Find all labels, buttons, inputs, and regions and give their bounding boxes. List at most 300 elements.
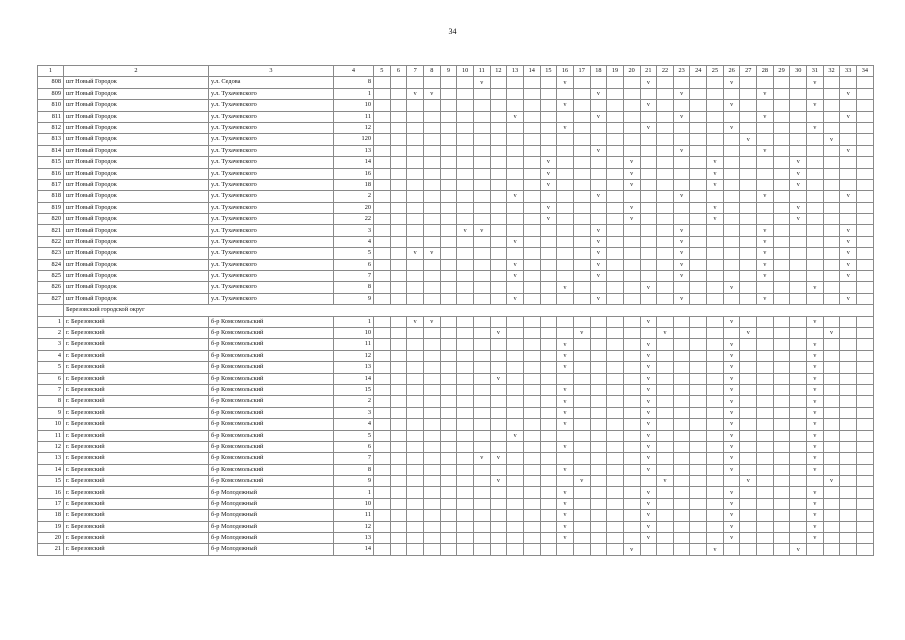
house-cell: 14	[334, 157, 374, 168]
table-row	[38, 259, 874, 270]
empty-cell	[473, 259, 490, 270]
empty-cell	[623, 362, 640, 373]
empty-cell	[823, 464, 840, 475]
row-number: 4	[38, 350, 64, 361]
check-mark: v	[723, 430, 740, 441]
header-cell: 10	[457, 66, 474, 77]
empty-cell	[540, 487, 557, 498]
empty-cell	[773, 236, 790, 247]
empty-cell	[740, 510, 757, 521]
table-row	[38, 179, 874, 190]
empty-cell	[740, 350, 757, 361]
empty-cell	[540, 441, 557, 452]
check-mark: v	[807, 453, 824, 464]
empty-cell	[707, 248, 724, 259]
empty-cell	[673, 430, 690, 441]
empty-cell	[607, 510, 624, 521]
section-row	[38, 305, 874, 316]
check-mark: v	[723, 407, 740, 418]
empty-cell	[840, 327, 857, 338]
check-mark: v	[673, 111, 690, 122]
street-cell: у.л. Тухачевского	[209, 259, 334, 270]
empty-cell	[707, 407, 724, 418]
empty-cell	[440, 544, 457, 555]
empty-cell	[540, 134, 557, 145]
empty-cell	[657, 282, 674, 293]
empty-cell	[473, 544, 490, 555]
page-number: 34	[448, 27, 457, 36]
empty-cell	[540, 362, 557, 373]
header-cell: 13	[507, 66, 524, 77]
empty-cell	[657, 225, 674, 236]
empty-cell	[440, 384, 457, 395]
header-cell: 31	[807, 66, 824, 77]
empty-cell	[557, 134, 574, 145]
empty-cell	[640, 271, 657, 282]
house-cell: 5	[334, 248, 374, 259]
empty-cell	[573, 88, 590, 99]
empty-cell	[773, 487, 790, 498]
empty-cell	[540, 521, 557, 532]
empty-cell	[740, 88, 757, 99]
row-number: 5	[38, 362, 64, 373]
check-mark: v	[473, 225, 490, 236]
place-cell: г. Березовский	[64, 430, 209, 441]
empty-cell	[540, 498, 557, 509]
empty-cell	[390, 384, 407, 395]
empty-cell	[540, 533, 557, 544]
row-number: 3	[38, 339, 64, 350]
empty-cell	[390, 100, 407, 111]
place-cell: г. Березовский	[64, 453, 209, 464]
empty-cell	[690, 259, 707, 270]
place-cell: шт Новый Городок	[64, 259, 209, 270]
table-row	[38, 214, 874, 225]
row-number: 13	[38, 453, 64, 464]
empty-cell	[657, 157, 674, 168]
place-cell: шт Новый Городок	[64, 179, 209, 190]
empty-cell	[707, 498, 724, 509]
empty-cell	[557, 293, 574, 304]
house-cell: 10	[334, 327, 374, 338]
empty-cell	[740, 225, 757, 236]
empty-cell	[473, 122, 490, 133]
empty-cell	[490, 271, 507, 282]
header-cell: 21	[640, 66, 657, 77]
empty-cell	[790, 407, 807, 418]
empty-cell	[823, 88, 840, 99]
check-mark: v	[723, 487, 740, 498]
empty-cell	[540, 407, 557, 418]
empty-cell	[540, 510, 557, 521]
empty-cell	[407, 464, 424, 475]
empty-cell	[374, 373, 391, 384]
row-number: 819	[38, 202, 64, 213]
empty-cell	[573, 441, 590, 452]
empty-cell	[623, 248, 640, 259]
empty-cell	[723, 544, 740, 555]
street-cell: у.л. Тухачевского	[209, 111, 334, 122]
empty-cell	[807, 476, 824, 487]
check-mark: v	[640, 282, 657, 293]
header-cell: 22	[657, 66, 674, 77]
empty-cell	[773, 225, 790, 236]
empty-cell	[823, 77, 840, 88]
empty-cell	[374, 350, 391, 361]
house-cell: 4	[334, 419, 374, 430]
row-number: 9	[38, 407, 64, 418]
empty-cell	[490, 521, 507, 532]
empty-cell	[773, 464, 790, 475]
empty-cell	[490, 362, 507, 373]
empty-cell	[557, 259, 574, 270]
header-cell: 18	[590, 66, 607, 77]
empty-cell	[590, 510, 607, 521]
check-mark: v	[557, 407, 574, 418]
empty-cell	[607, 191, 624, 202]
empty-cell	[857, 544, 874, 555]
empty-cell	[390, 487, 407, 498]
empty-cell	[673, 168, 690, 179]
empty-cell	[390, 316, 407, 327]
empty-cell	[857, 396, 874, 407]
empty-cell	[773, 510, 790, 521]
empty-cell	[607, 248, 624, 259]
empty-cell	[790, 498, 807, 509]
empty-cell	[790, 373, 807, 384]
check-mark: v	[707, 202, 724, 213]
empty-cell	[673, 510, 690, 521]
empty-cell	[573, 487, 590, 498]
empty-cell	[857, 236, 874, 247]
empty-cell	[657, 441, 674, 452]
empty-cell	[523, 214, 540, 225]
empty-cell	[390, 271, 407, 282]
empty-cell	[407, 476, 424, 487]
row-number: 15	[38, 476, 64, 487]
table-row	[38, 225, 874, 236]
empty-cell	[690, 487, 707, 498]
empty-cell	[607, 487, 624, 498]
house-cell: 18	[334, 179, 374, 190]
empty-cell	[490, 533, 507, 544]
empty-cell	[857, 271, 874, 282]
empty-cell	[690, 236, 707, 247]
empty-cell	[623, 453, 640, 464]
street-cell: у.л. Тухачевского	[209, 179, 334, 190]
empty-cell	[707, 293, 724, 304]
empty-cell	[573, 396, 590, 407]
row-number: 815	[38, 157, 64, 168]
check-mark: v	[640, 521, 657, 532]
place-cell: шт Новый Городок	[64, 88, 209, 99]
table-row	[38, 453, 874, 464]
empty-cell	[707, 339, 724, 350]
empty-cell	[707, 476, 724, 487]
empty-cell	[440, 145, 457, 156]
empty-cell	[440, 236, 457, 247]
empty-cell	[657, 168, 674, 179]
check-mark: v	[790, 157, 807, 168]
empty-cell	[540, 316, 557, 327]
empty-cell	[490, 487, 507, 498]
empty-cell	[673, 441, 690, 452]
empty-cell	[807, 111, 824, 122]
empty-cell	[407, 407, 424, 418]
empty-cell	[390, 533, 407, 544]
empty-cell	[557, 191, 574, 202]
check-mark: v	[590, 236, 607, 247]
empty-cell	[507, 316, 524, 327]
row-number: 12	[38, 441, 64, 452]
empty-cell	[490, 464, 507, 475]
schedule-table	[37, 65, 874, 556]
empty-cell	[390, 293, 407, 304]
empty-cell	[740, 111, 757, 122]
empty-cell	[857, 510, 874, 521]
empty-cell	[507, 179, 524, 190]
empty-cell	[823, 430, 840, 441]
empty-cell	[690, 407, 707, 418]
empty-cell	[840, 282, 857, 293]
street-cell: б-р Комсомольский	[209, 384, 334, 395]
row-number: 2	[38, 327, 64, 338]
empty-cell	[840, 100, 857, 111]
empty-cell	[740, 248, 757, 259]
empty-cell	[773, 396, 790, 407]
empty-cell	[690, 271, 707, 282]
empty-cell	[840, 396, 857, 407]
table-row	[38, 544, 874, 555]
check-mark: v	[757, 88, 774, 99]
check-mark: v	[840, 293, 857, 304]
empty-cell	[740, 407, 757, 418]
empty-cell	[523, 464, 540, 475]
empty-cell	[590, 122, 607, 133]
empty-cell	[707, 77, 724, 88]
empty-cell	[740, 521, 757, 532]
empty-cell	[490, 384, 507, 395]
empty-cell	[690, 248, 707, 259]
house-cell: 14	[334, 544, 374, 555]
empty-cell	[773, 259, 790, 270]
empty-cell	[374, 77, 391, 88]
check-mark: v	[640, 430, 657, 441]
empty-cell	[757, 327, 774, 338]
table-row	[38, 88, 874, 99]
check-mark: v	[723, 373, 740, 384]
empty-cell	[390, 248, 407, 259]
empty-cell	[590, 407, 607, 418]
empty-cell	[473, 384, 490, 395]
row-number: 14	[38, 464, 64, 475]
empty-cell	[690, 441, 707, 452]
empty-cell	[590, 100, 607, 111]
house-cell: 11	[334, 510, 374, 521]
check-mark: v	[840, 259, 857, 270]
empty-cell	[790, 350, 807, 361]
house-cell: 2	[334, 191, 374, 202]
check-mark: v	[757, 236, 774, 247]
empty-cell	[540, 236, 557, 247]
empty-cell	[557, 88, 574, 99]
empty-cell	[640, 259, 657, 270]
empty-cell	[457, 476, 474, 487]
empty-cell	[440, 396, 457, 407]
empty-cell	[857, 259, 874, 270]
empty-cell	[690, 521, 707, 532]
header-cell: 20	[623, 66, 640, 77]
empty-cell	[623, 510, 640, 521]
street-cell: у.л. Тухачевского	[209, 271, 334, 282]
empty-cell	[707, 145, 724, 156]
empty-cell	[623, 145, 640, 156]
empty-cell	[490, 191, 507, 202]
empty-cell	[374, 145, 391, 156]
empty-cell	[723, 111, 740, 122]
empty-cell	[657, 510, 674, 521]
empty-cell	[773, 419, 790, 430]
empty-cell	[790, 282, 807, 293]
empty-cell	[423, 259, 440, 270]
empty-cell	[423, 134, 440, 145]
empty-cell	[623, 441, 640, 452]
check-mark: v	[640, 362, 657, 373]
empty-cell	[657, 100, 674, 111]
empty-cell	[440, 419, 457, 430]
empty-cell	[540, 453, 557, 464]
header-cell: 16	[557, 66, 574, 77]
place-cell: г. Березовский	[64, 533, 209, 544]
empty-cell	[390, 521, 407, 532]
place-cell: шт Новый Городок	[64, 168, 209, 179]
empty-cell	[823, 384, 840, 395]
check-mark: v	[840, 88, 857, 99]
empty-cell	[457, 214, 474, 225]
empty-cell	[590, 533, 607, 544]
empty-cell	[657, 350, 674, 361]
empty-cell	[540, 430, 557, 441]
empty-cell	[623, 350, 640, 361]
empty-cell	[623, 225, 640, 236]
empty-cell	[507, 202, 524, 213]
empty-cell	[473, 157, 490, 168]
check-mark: v	[657, 476, 674, 487]
empty-cell	[423, 510, 440, 521]
empty-cell	[374, 122, 391, 133]
row-number: 821	[38, 225, 64, 236]
empty-cell	[407, 157, 424, 168]
check-mark: v	[790, 202, 807, 213]
empty-cell	[757, 179, 774, 190]
check-mark: v	[807, 350, 824, 361]
empty-cell	[623, 122, 640, 133]
empty-cell	[790, 419, 807, 430]
empty-cell	[790, 134, 807, 145]
empty-cell	[557, 271, 574, 282]
empty-cell	[607, 282, 624, 293]
empty-cell	[423, 327, 440, 338]
empty-cell	[557, 544, 574, 555]
empty-cell	[857, 134, 874, 145]
empty-cell	[607, 453, 624, 464]
empty-cell	[457, 202, 474, 213]
empty-cell	[823, 373, 840, 384]
empty-cell	[707, 122, 724, 133]
street-cell: б-р Комсомольский	[209, 476, 334, 487]
empty-cell	[457, 544, 474, 555]
empty-cell	[773, 145, 790, 156]
empty-cell	[823, 248, 840, 259]
table-row	[38, 157, 874, 168]
empty-cell	[740, 122, 757, 133]
empty-cell	[523, 373, 540, 384]
empty-cell	[723, 259, 740, 270]
empty-cell	[523, 407, 540, 418]
empty-cell	[374, 419, 391, 430]
empty-cell	[573, 362, 590, 373]
empty-cell	[857, 122, 874, 133]
street-cell: б-р Комсомольский	[209, 396, 334, 407]
empty-cell	[740, 362, 757, 373]
table-row	[38, 350, 874, 361]
empty-cell	[773, 407, 790, 418]
empty-cell	[423, 396, 440, 407]
empty-cell	[557, 111, 574, 122]
empty-cell	[840, 373, 857, 384]
empty-cell	[823, 225, 840, 236]
empty-cell	[623, 487, 640, 498]
empty-cell	[590, 134, 607, 145]
empty-cell	[673, 77, 690, 88]
empty-cell	[723, 214, 740, 225]
empty-cell	[790, 225, 807, 236]
empty-cell	[690, 384, 707, 395]
check-mark: v	[723, 396, 740, 407]
empty-cell	[507, 248, 524, 259]
empty-cell	[857, 145, 874, 156]
empty-cell	[473, 362, 490, 373]
empty-cell	[473, 214, 490, 225]
empty-cell	[773, 157, 790, 168]
street-cell: б-р Комсомольский	[209, 464, 334, 475]
empty-cell	[840, 384, 857, 395]
empty-cell	[590, 214, 607, 225]
empty-cell	[740, 168, 757, 179]
empty-cell	[573, 316, 590, 327]
empty-cell	[757, 77, 774, 88]
check-mark: v	[790, 168, 807, 179]
empty-cell	[840, 157, 857, 168]
empty-cell	[773, 533, 790, 544]
table-row	[38, 145, 874, 156]
check-mark: v	[673, 293, 690, 304]
empty-cell	[790, 362, 807, 373]
empty-cell	[490, 498, 507, 509]
table-row	[38, 134, 874, 145]
empty-cell	[840, 419, 857, 430]
empty-cell	[473, 521, 490, 532]
check-mark: v	[790, 544, 807, 555]
check-mark: v	[640, 441, 657, 452]
place-cell: шт Новый Городок	[64, 202, 209, 213]
empty-cell	[790, 453, 807, 464]
empty-cell	[523, 202, 540, 213]
empty-cell	[740, 100, 757, 111]
empty-cell	[440, 498, 457, 509]
empty-cell	[473, 168, 490, 179]
table-row	[38, 407, 874, 418]
